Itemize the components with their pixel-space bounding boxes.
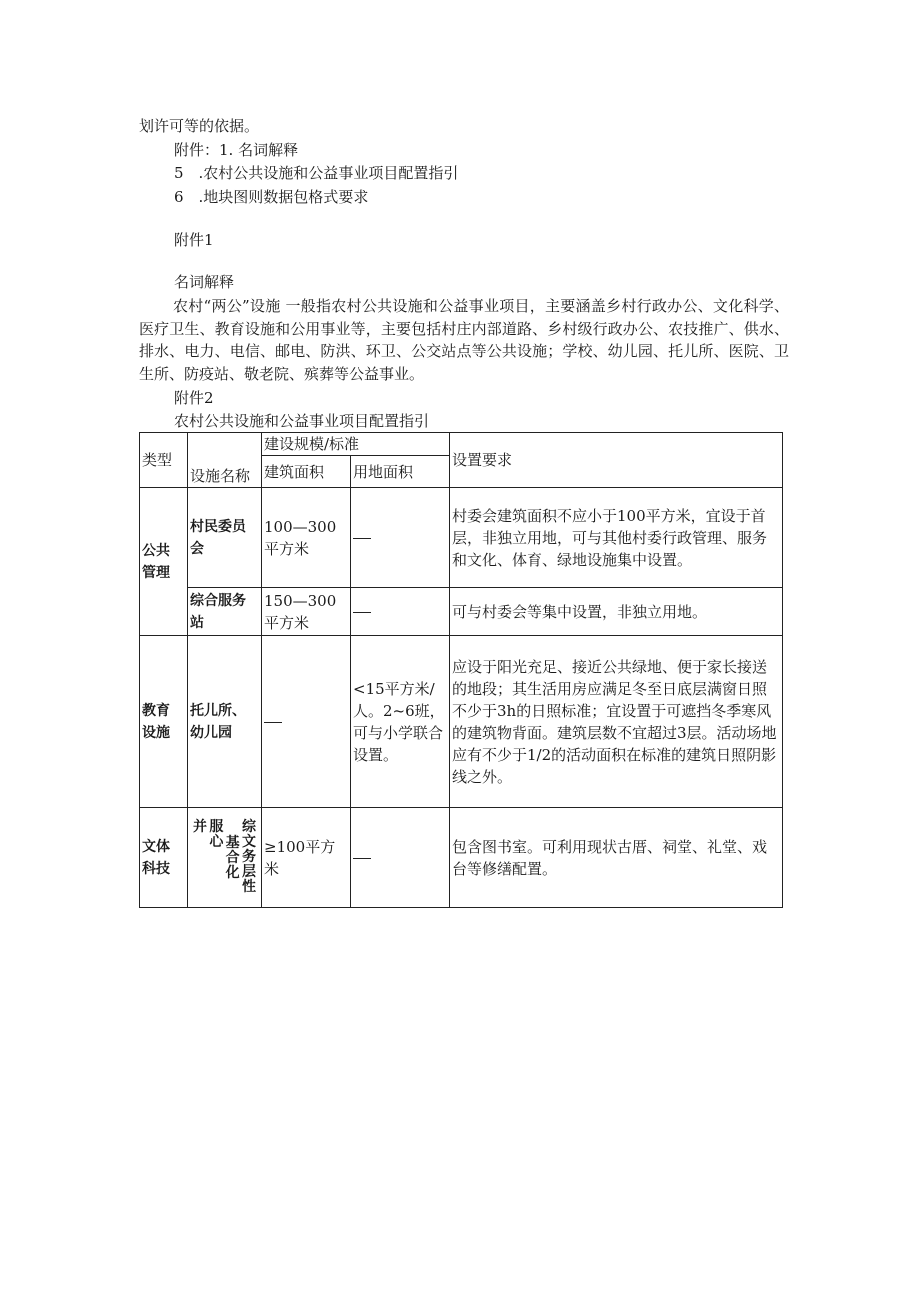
table-row <box>140 636 783 808</box>
requirements-cell: 应设于阳光充足、接近公共绿地、便于家长接送的地段；其生活用房应满足冬至日底层满窗日照不少于3h的日照标准；宜设置于可遮挡冬季寒风的建筑物背面。建筑层数不宜超过3层。活动场地应有不少于1/2的活动面积在标准的建筑日照阴影线之外。 <box>450 636 783 808</box>
header-scale-group: 建设规模/标准 <box>262 433 450 456</box>
building-area-cell: 150—300平方米 <box>262 588 351 636</box>
header-building-area: 建筑面积 <box>262 456 351 488</box>
facility-col-2: 服心 <box>209 819 224 850</box>
facility-cell: 综合服务站 <box>188 588 262 636</box>
attachment-item-5: 5 .农村公共设施和公益事业项目配置指引 <box>174 164 459 182</box>
type-cell: 公共 管理 <box>140 488 188 636</box>
header-type: 类型 <box>140 433 188 488</box>
building-area-cell: 100—300平方米 <box>262 488 351 588</box>
attachment-item-6: 6 .地块图则数据包格式要求 <box>174 188 369 206</box>
annex1-title: 名词解释 <box>174 273 235 291</box>
facility-cell: 托儿所、幼儿园 <box>188 636 262 808</box>
header-land-area: 用地面积 <box>351 456 450 488</box>
requirements-cell: 包含图书室。可利用现状古厝、祠堂、礼堂、戏台等修缮配置。 <box>450 808 783 908</box>
type-cell: 教育 设施 <box>140 636 188 808</box>
annex1-label: 附件1 <box>174 231 214 249</box>
table-row <box>140 808 783 908</box>
annex2-label: 附件2 <box>174 389 214 407</box>
facility-col-3: 基合化 <box>225 835 240 881</box>
land-area-cell: <15平方米/人。2~6班，可与小学联合设置。 <box>351 636 450 808</box>
facility-col-4: 综文务层性 <box>241 819 256 895</box>
requirements-cell: 村委会建筑面积不应小于100平方米，宜设于首层，非独立用地，可与其他村委行政管理、服务和文化、体育、绿地设施集中设置。 <box>450 488 783 588</box>
land-area-cell <box>351 808 450 908</box>
facility-col-1: 并 <box>193 819 207 835</box>
annex2-title: 农村公共设施和公益事业项目配置指引 <box>174 412 430 430</box>
facility-cell <box>188 808 262 908</box>
building-area-cell: ≥100平方米 <box>262 808 351 908</box>
land-area-cell <box>351 488 450 588</box>
building-area-cell <box>262 636 351 808</box>
facility-config-table <box>139 432 783 908</box>
annex1-body: 农村“两公”设施 一般指农村公共设施和公益事业项目，主要涵盖乡村行政办公、文化科学、医疗卫生、教育设施和公用事业等，主要包括村庄内部道路、乡村级行政办公、农技推广、供水、排水、电力、电信、邮电、防洪、环卫、公交站点等公共设施；学校、幼儿园、托儿所、医院、卫生所、防疫站、敬老院、殡葬等公益事业。 <box>139 297 789 383</box>
intro-line: 划许可等的依据。 <box>139 117 260 135</box>
type-cell: 文体 科技 <box>140 808 188 908</box>
table-row <box>140 488 783 588</box>
header-facility: 设施名称 <box>188 433 262 488</box>
facility-cell: 村民委员会 <box>188 488 262 588</box>
table-row <box>140 588 783 636</box>
header-requirements: 设置要求 <box>450 433 783 488</box>
requirements-cell: 可与村委会等集中设置，非独立用地。 <box>450 588 783 636</box>
attachment-list-header: 附件：1. 名词解释 <box>174 141 299 159</box>
land-area-cell <box>351 588 450 636</box>
